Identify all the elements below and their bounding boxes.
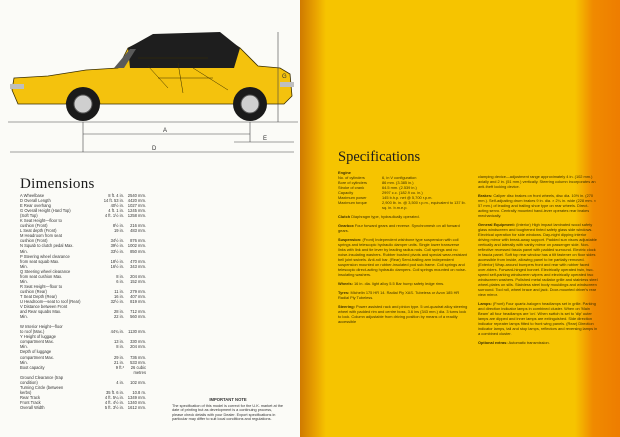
dimension-imperial: 28 in. [113, 309, 124, 315]
engine-key: Capacity [338, 190, 354, 195]
dimension-label: Y Height of luggage [20, 334, 56, 340]
dimension-metric: 10.8 m. [132, 389, 146, 395]
dimension-label: Min. [20, 359, 28, 365]
specifications-column-2 [478, 170, 598, 345]
dimension-label: Boot capacity [20, 364, 45, 370]
spec-section [478, 301, 598, 336]
dimension-label: cushion (Rear) [20, 288, 47, 294]
dimension-metric: 1612 mm. [127, 404, 146, 410]
dimension-imperial: 4 in. [116, 379, 124, 385]
dimension-metric: 533 mm. [130, 359, 146, 365]
spec-section-text: Automatic transmission. [508, 340, 550, 345]
dimension-label: Min. [20, 344, 28, 350]
dimension-label: from seat cushion Max. [20, 273, 63, 279]
engine-value: 145 b.h.p. net @ 5,700 r.p.m. [382, 195, 433, 200]
dimension-label: L Seat depth (Front) [20, 228, 57, 234]
dimension-metric: 204 mm. [130, 344, 146, 350]
engine-value: 86 mm. (3.385 in.) [382, 180, 414, 185]
dimension-label: P Steering wheel clearance [20, 253, 70, 259]
dimension-label: Min. [20, 278, 28, 284]
dimension-imperial: 4 ft. 5¼ in. [104, 394, 124, 400]
spec-section-heading: General Equipment: [478, 222, 515, 227]
dimension-imperial: 11 in. [114, 288, 124, 294]
spec-section-text: (Interior) High impact laminated wood safety glass windscreen and toughened tinted safety glass side windows. Electrical operation for side windows. Day-night dipping interior driving mirror with break-away support. Padded sun visors adjustable vertically and laterally with vanity mirror on passenger side. Non-reflective recessed fascia panel with padded surround. Electric clock in fascia panel. Soft top rear window has a tilt fastener on floor sides accessible from inside, allowing panel to be partially removed. (Exterior) Wrap-around bumpers front and rear with rubber faced over-riders. Forward-hinged bonnet. Electrically operated twin, two-speed self-parking windscreen wipers and electrically operated two windscreen washers. Polished metal radiator grille and stainless steel wheel-plates on sills. Stainless steel body mouldings and windscreen surround. Tool roll, wheel brace and jack. Door-mounted driver's rear view mirror. [478, 222, 598, 297]
dimension-metric: 1130 mm. [128, 329, 146, 335]
dimension-imperial: 8 in. [116, 344, 124, 350]
dimension-imperial: 32½ in. [110, 298, 124, 304]
dimension-imperial: 39½ in. [110, 243, 124, 249]
dimension-label: W Interior Height—floor [20, 324, 63, 330]
dimension-imperial: 35 ft. 6 in. [106, 389, 124, 395]
page-fold-shadow [300, 0, 326, 437]
engine-key: No. of cylinders [338, 175, 365, 180]
spec-section [338, 214, 468, 219]
dimension-metric: 1340 mm. [127, 399, 146, 405]
spec-section-heading: Tyres: [338, 290, 350, 295]
svg-text:A: A [163, 128, 168, 134]
dimension-label: Ground Clearance (trap [20, 374, 64, 380]
dimension-label: D Overall Length [20, 198, 51, 204]
spec-section-heading: Suspension: [338, 237, 362, 242]
dimension-label: Min. [20, 314, 28, 320]
important-note-title: IMPORTANT NOTE [209, 397, 247, 402]
dimension-label: A Wheelbase [20, 193, 45, 198]
spec-section [338, 223, 468, 233]
dimension-row [20, 405, 146, 410]
svg-text:D: D [152, 146, 157, 152]
dimension-label: Min. [20, 248, 28, 254]
dimension-imperial: 34½ in. [110, 238, 124, 244]
dimension-imperial: 44¾ in. [110, 329, 124, 335]
dimension-label: R Seat Height—floor to [20, 283, 63, 289]
dimension-imperial: 5 ft. 3½ in. [104, 404, 124, 410]
dimension-metric: 343 mm. [130, 263, 146, 269]
spec-section-heading: Wheels: [338, 281, 353, 286]
dimension-imperial: 14 ft. 53 in. [103, 198, 124, 204]
dimension-row [20, 314, 146, 319]
spec-section-text: 16 in. dia. light alloy 5.5 Bar hump safety ledge rims. [354, 281, 445, 286]
dimension-imperial: 8 in. [116, 273, 124, 279]
spec-section-text: Four forward gears and reverse. Synchromesh on all forward gears. [338, 223, 460, 233]
spec-section-text: Power assisted rack and pinion type. 5 uni-quadrat alloy steering wheel with padded rim and centre boss, 3.6 ins (343 mm.) dia. 3 turns lock to lock. Column adjustable from driving position by means of a readily accessible [338, 304, 468, 324]
left-page [0, 0, 300, 437]
specifications-title: Specifications [338, 149, 421, 165]
dimension-metric: 407 mm. [130, 293, 146, 299]
dimension-label: cushion (Front) [20, 238, 48, 244]
spec-section-heading: Clutch [338, 214, 351, 219]
dimension-label: U Headroom—seat to roof (Rear) [20, 298, 81, 304]
dimension-label: G Overall Height (Hard Top) [20, 208, 71, 214]
svg-text:E: E [263, 136, 268, 142]
dimension-imperial: 33½ in. [110, 248, 124, 254]
spec-section [338, 237, 468, 277]
dimension-label: Min. [20, 263, 28, 269]
important-note-text: The specification of this model is correct for the U.K. market at the date of printing but as development is a continuing process, please check details with your Dealer. Export specifications in particular may differ to suit local conditions and regulations. [172, 403, 283, 421]
dimension-metric: metres [133, 369, 146, 375]
dimension-imperial: 16½ in. [110, 263, 124, 269]
dimension-imperial: 9 ft.³ [115, 364, 124, 370]
svg-text:G: G [282, 74, 287, 80]
car-dimension-drawing [8, 18, 298, 168]
dimension-label: from seat squab Max. [20, 258, 60, 264]
dimension-metric: 102 mm. [130, 379, 146, 385]
dimension-imperial: 8½ in. [112, 223, 124, 229]
dimension-imperial: 4 ft. 4½ in. [104, 399, 124, 405]
spec-section [338, 304, 468, 324]
dimension-label: cushion (Front) [20, 223, 48, 229]
dimension-metric: 26 cubic [130, 364, 146, 370]
dimension-label: Overall Width [20, 404, 45, 410]
dimension-label: Q Steering wheel clearance [20, 268, 71, 274]
dimension-metric: 1002 mm. [127, 243, 146, 249]
dimension-metric: 850 mm. [130, 248, 146, 254]
dimension-label: Turning Circle (between [20, 384, 64, 390]
dimension-metric: 1258 mm. [127, 213, 146, 219]
engine-value: 64.5 mm. (2.539 in.) [382, 185, 417, 190]
spec-section [478, 193, 598, 218]
dimension-metric: 560 mm. [130, 314, 146, 320]
dimension-imperial: 4 ft. 1 in. [108, 208, 124, 214]
engine-value: 6, in V configuration [382, 175, 417, 180]
dimension-label: E Rear overhang [20, 203, 51, 209]
dimension-label: (Soft Top) [20, 213, 38, 219]
spec-section-text: (Front) Four quartz-halogen headlamps set in grille. Parking and direction indicator lamps in combined cluster. When on 'Main Beam' all four headlamps are 'on'. When switch is set to 'dip' outer lamps are dipped and inner lamps are extinguished. Side direction indicator repeater lamps fitted to front wing panels. (Rear) Direction indicator lamps, tail and stop lamps, reflectors and reversing lamps in a combined cluster. [478, 301, 598, 336]
dimension-label: N Squab to clutch pedal Max. [20, 243, 74, 249]
engine-key: Stroke of crank [338, 185, 365, 190]
dimension-imperial: 16 in. [113, 293, 124, 299]
dimension-label: Depth of luggage [20, 349, 52, 355]
engine-value: 2,900 lb. in. @ 3,500 r.p.m., equivalent to 137 lb. sq. in. b.m.e.p. [382, 200, 466, 210]
engine-table [338, 175, 468, 210]
dimension-label: kerbs) [20, 389, 32, 395]
dimension-imperial: 29 in. [113, 354, 124, 360]
dimension-label: and Rear squabs Max. [20, 309, 62, 315]
engine-value: 2997 c.c. (182.9 cu. in.) [382, 190, 423, 195]
dimension-metric: 1245 mm. [127, 208, 146, 214]
engine-key: Maximum torque [338, 200, 367, 205]
dimension-label: M Headroom from seat [20, 233, 62, 239]
dimension-label: Rear Track [20, 394, 41, 400]
engine-key: Bore of cylinders [338, 180, 367, 185]
dimension-metric: 876 mm. [130, 238, 146, 244]
spec-section-heading: Gearbox [338, 223, 354, 228]
specifications-column-1 [338, 170, 468, 324]
dimension-imperial: 22 in. [113, 314, 124, 320]
spec-sections-1 [338, 214, 468, 324]
engine-heading: Engine [338, 170, 351, 175]
dimension-metric: 2540 mm. [127, 193, 146, 198]
dimension-label: to roof (Max.) [20, 329, 45, 335]
dimension-label: V Distance between Front [20, 304, 68, 310]
dimension-metric: 216 mm. [130, 223, 146, 229]
dimension-metric: 152 mm. [130, 278, 146, 284]
dimension-metric: 470 mm. [130, 258, 146, 264]
dimension-imperial: 18½ in. [110, 258, 124, 264]
dimension-label: compartment Max. [20, 354, 54, 360]
dimension-metric: 736 mm. [130, 354, 146, 360]
dimension-imperial: 40½ in. [110, 203, 124, 209]
dimension-metric: 279 mm. [130, 288, 146, 294]
engine-row [338, 200, 468, 210]
dimension-label: T Seat Depth (Rear) [20, 293, 57, 299]
spec-section [338, 281, 468, 286]
spec-section-heading: Optional extras: [478, 340, 508, 345]
dimension-imperial: 8 ft. 4 in. [108, 193, 124, 198]
engine-key: Maximum power [338, 195, 367, 200]
spec-section-heading: Brakes: [478, 193, 493, 198]
dimension-metric: 330 mm. [130, 339, 146, 345]
spec-section [478, 340, 598, 345]
dimension-label: condition) [20, 379, 38, 385]
spec-section-text: clamping device—adjustment range approximately 4 in. (102 mm.) axially and 2 in. (51 mm.) vertically. Steering column incorporates an anti-theft locking device. [478, 174, 596, 189]
important-note [172, 398, 284, 422]
dimension-imperial: 19 in. [113, 228, 124, 234]
dimension-imperial: 21 in. [113, 359, 124, 365]
dimension-metric: 204 mm. [130, 273, 146, 279]
dimension-label: compartment Max. [20, 339, 54, 345]
spec-section [338, 290, 468, 300]
dimension-label: K Seat Height—floor to [20, 218, 62, 224]
dimension-imperial: 4 ft. 1½ in. [104, 213, 124, 219]
dimension-metric: 4420 mm. [127, 198, 146, 204]
spec-section [478, 222, 598, 297]
dimension-imperial: 13 in. [113, 339, 124, 345]
dimension-label: Front Track [20, 399, 41, 405]
spec-section-text: Caliper disc brakes on front wheels, disc dia. 10½ in. (270 mm.). Self-adjusting drum brakes 9 in. dia. × 2¼ in. wide (228 mm. × 57 mm.) of leading and trailing shoe type on rear wheels. Direct-acting servo. Centrally mounted hand-lever operates rear brakes mechanically. [478, 193, 597, 218]
spec-section-text: (Front) Independent wishbone type suspension with coil springs and telescopic hydraulic damper units. Single lower transverse links with link and tie lever by leading radius rods. Coil springs and no noise-insulating washers. Rubber bushed pivots and special wear-resistant bell joint swivels. Anti-roll bar. (Rear) Semi-trailing arm independent suspension mounted on rubber-insulated pod sub-frame. Coil springs and telescopic direct-acting hydraulic dampers. Coil springs mounted on noise-insulating washers. [338, 237, 467, 277]
dimensions-title: Dimensions [20, 176, 95, 192]
spec-section-text: Michelin 175 HR 14. Radial Ply XAS. Tubeless or Avon 185 HR Radial Ply Tubeless. [338, 290, 460, 300]
dimension-metric: 483 mm. [130, 228, 146, 234]
spec-section-text: Diaphragm type, hydraulically operated. [351, 214, 420, 219]
dimensions-table [20, 193, 146, 410]
dimension-metric: 712 mm. [130, 309, 146, 315]
spec-sections-2 [478, 174, 598, 345]
dimension-imperial: 6 in. [116, 278, 124, 284]
spec-section-heading: Lamps: [478, 301, 492, 306]
spec-section-heading: Steering: [338, 304, 355, 309]
dimension-metric: 1027 mm. [127, 203, 146, 209]
dimension-metric: 1349 mm. [127, 394, 146, 400]
spec-section [478, 174, 598, 189]
dimension-metric: 819 mm. [130, 298, 146, 304]
